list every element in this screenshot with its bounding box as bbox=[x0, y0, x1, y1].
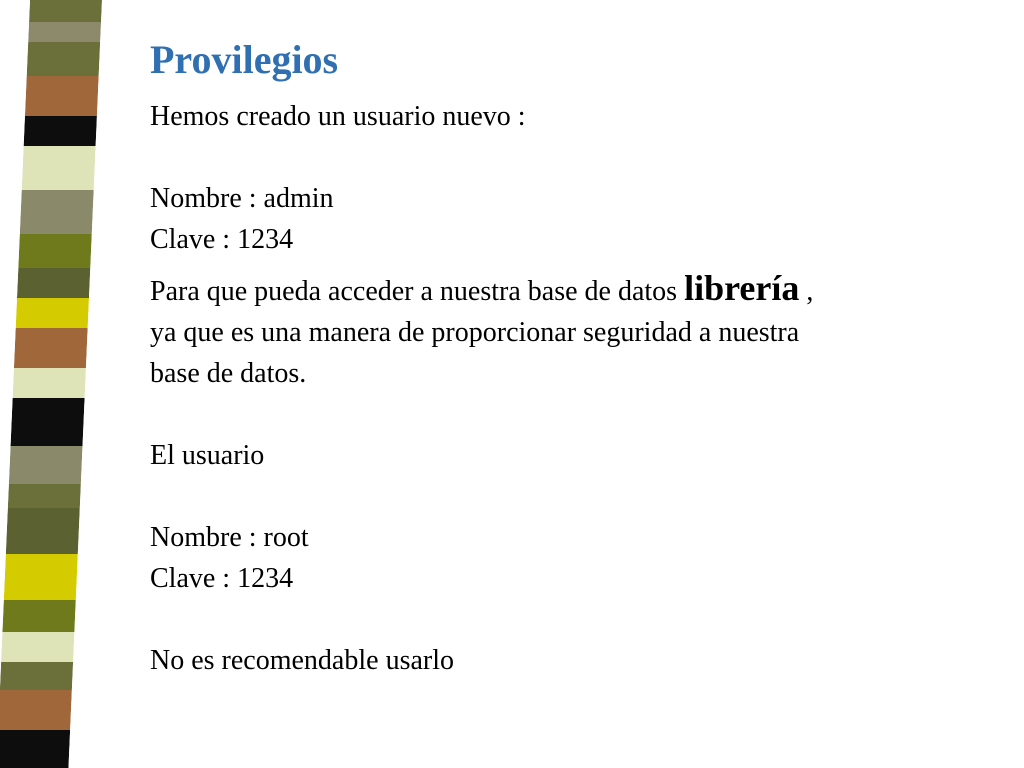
intro-line: Hemos creado un usuario nuevo : bbox=[150, 101, 526, 132]
user2-name-line: Nombre : root bbox=[150, 522, 309, 553]
access-comma: , bbox=[799, 276, 814, 307]
decorative-stripe-bar bbox=[0, 0, 102, 768]
warning-line: No es recomendable usarlo bbox=[150, 645, 454, 676]
access-paragraph-line2: ya que es una manera de proporcionar seguridad a nuestra bbox=[150, 317, 800, 348]
user1-name-line: Nombre : admin bbox=[150, 183, 334, 214]
database-name: librería bbox=[684, 268, 800, 308]
access-paragraph-line1 bbox=[150, 268, 990, 312]
el-usuario-line: El usuario bbox=[150, 440, 265, 471]
user2-password-line: Clave : 1234 bbox=[150, 563, 294, 594]
slide-title: Provilegios bbox=[150, 37, 339, 82]
slide-body bbox=[150, 96, 990, 681]
access-text: Para que pueda acceder a nuestra base de datos bbox=[150, 276, 685, 307]
access-paragraph-line3: base de datos. bbox=[150, 358, 307, 389]
user1-password-line: Clave : 1234 bbox=[150, 224, 294, 255]
